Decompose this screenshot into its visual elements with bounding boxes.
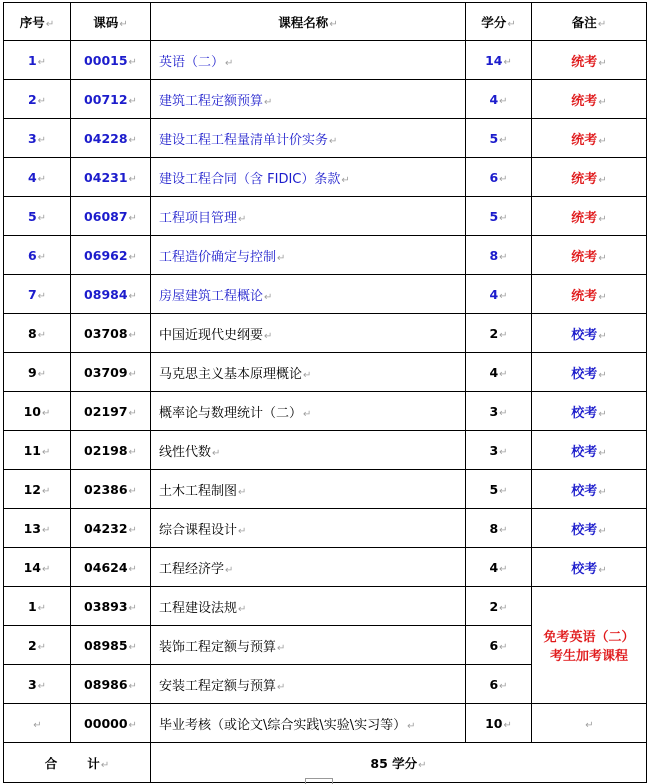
cell-course-name: 土木工程制图↵ — [151, 470, 466, 509]
cell-seq: 1↵ — [4, 587, 71, 626]
cell-credit: 5↵ — [466, 119, 532, 158]
cell-course-name: 工程造价确定与控制↵ — [151, 236, 466, 275]
header-code: 课码↵ — [71, 3, 151, 41]
cell-note: 校考↵ — [532, 509, 647, 548]
cell-course-name: 工程项目管理↵ — [151, 197, 466, 236]
cell-course-name: 装饰工程定额与预算↵ — [151, 626, 466, 665]
cell-code: 00015↵ — [71, 41, 151, 80]
cell-course-name: 马克思主义基本原理概论↵ — [151, 353, 466, 392]
cell-seq: 3↵ — [4, 119, 71, 158]
cell-code: 04228↵ — [71, 119, 151, 158]
cell-note: 校考↵ — [532, 470, 647, 509]
cell-seq: 13↵ — [4, 509, 71, 548]
cell-note: 校考↵ — [532, 314, 647, 353]
cell-course-name: 英语（二）↵ — [151, 41, 466, 80]
total-value: 85 学分↵ — [151, 743, 647, 783]
cell-code: 00000↵ — [71, 704, 151, 743]
cell-note: ↵ — [532, 704, 647, 743]
total-row — [4, 743, 647, 783]
cell-credit: 4↵ — [466, 80, 532, 119]
cell-code: 00712↵ — [71, 80, 151, 119]
cell-credit: 4↵ — [466, 275, 532, 314]
table-row — [4, 587, 647, 626]
cell-seq: 4↵ — [4, 158, 71, 197]
cell-code: 04232↵ — [71, 509, 151, 548]
cell-code: 08985↵ — [71, 626, 151, 665]
cell-credit: 10↵ — [466, 704, 532, 743]
table-row — [4, 119, 647, 158]
cell-credit: 3↵ — [466, 392, 532, 431]
cell-course-name: 线性代数↵ — [151, 431, 466, 470]
cell-seq: 8↵ — [4, 314, 71, 353]
table-row — [4, 470, 647, 509]
cell-credit: 5↵ — [466, 197, 532, 236]
table-row — [4, 431, 647, 470]
cell-credit: 14↵ — [466, 41, 532, 80]
cell-note: 校考↵ — [532, 353, 647, 392]
table-row — [4, 236, 647, 275]
cell-course-name: 建设工程工程量清单计价实务↵ — [151, 119, 466, 158]
cell-note: 统考↵ — [532, 197, 647, 236]
cell-credit: 6↵ — [466, 626, 532, 665]
table-row — [4, 158, 647, 197]
cell-code: 02197↵ — [71, 392, 151, 431]
table-row — [4, 392, 647, 431]
cell-credit: 8↵ — [466, 236, 532, 275]
cell-credit: 2↵ — [466, 314, 532, 353]
cell-seq: 3↵ — [4, 665, 71, 704]
cell-note: 统考↵ — [532, 41, 647, 80]
cell-credit: 6↵ — [466, 665, 532, 704]
cell-credit: 4↵ — [466, 548, 532, 587]
cell-note: 统考↵ — [532, 80, 647, 119]
graduation-row — [4, 704, 647, 743]
table-row — [4, 275, 647, 314]
cell-course-name: 工程经济学↵ — [151, 548, 466, 587]
cell-credit: 3↵ — [466, 431, 532, 470]
table-row — [4, 509, 647, 548]
cell-course-name: 安装工程定额与预算↵ — [151, 665, 466, 704]
cell-note: 校考↵ — [532, 392, 647, 431]
cell-seq: 9↵ — [4, 353, 71, 392]
cell-seq: 6↵ — [4, 236, 71, 275]
cell-seq: 12↵ — [4, 470, 71, 509]
cell-course-name: 概率论与数理统计（二）↵ — [151, 392, 466, 431]
cell-seq: 11↵ — [4, 431, 71, 470]
cell-code: 03893↵ — [71, 587, 151, 626]
header-seq: 序号↵ — [4, 3, 71, 41]
cell-course-name: 中国近现代史纲要↵ — [151, 314, 466, 353]
cell-credit: 8↵ — [466, 509, 532, 548]
cell-code: 02198↵ — [71, 431, 151, 470]
course-table — [3, 2, 647, 783]
cell-code: 04231↵ — [71, 158, 151, 197]
cell-seq: 14↵ — [4, 548, 71, 587]
cell-course-name: 建筑工程定额预算↵ — [151, 80, 466, 119]
cell-note: 统考↵ — [532, 119, 647, 158]
table-body — [4, 41, 647, 783]
cell-note: 统考↵ — [532, 236, 647, 275]
cell-credit: 4↵ — [466, 353, 532, 392]
cell-course-name: 建设工程合同（含 FIDIC）条款↵ — [151, 158, 466, 197]
cell-course-name: 毕业考核（或论文\综合实践\实验\实习等）↵ — [151, 704, 466, 743]
cell-note: 校考↵ — [532, 548, 647, 587]
table-row — [4, 80, 647, 119]
cell-credit: 6↵ — [466, 158, 532, 197]
cell-seq: 2↵ — [4, 80, 71, 119]
cell-code: 08986↵ — [71, 665, 151, 704]
cell-code: 04624↵ — [71, 548, 151, 587]
cell-note: 统考↵ — [532, 158, 647, 197]
header-credit: 学分↵ — [466, 3, 532, 41]
cell-code: 03709↵ — [71, 353, 151, 392]
cell-extra-note: 免考英语（二） 考生加考课程 — [532, 587, 647, 704]
cell-seq: 2↵ — [4, 626, 71, 665]
cell-seq: 7↵ — [4, 275, 71, 314]
header-note: 备注↵ — [532, 3, 647, 41]
cell-note: 统考↵ — [532, 275, 647, 314]
table-row — [4, 41, 647, 80]
table-header-row — [4, 3, 647, 41]
cell-credit: 5↵ — [466, 470, 532, 509]
total-label: 合 计↵ — [4, 743, 151, 783]
page-edge-marker — [305, 778, 333, 784]
cell-code: 06962↵ — [71, 236, 151, 275]
cell-course-name: 综合课程设计↵ — [151, 509, 466, 548]
cell-credit: 2↵ — [466, 587, 532, 626]
cell-code: 06087↵ — [71, 197, 151, 236]
cell-course-name: 工程建设法规↵ — [151, 587, 466, 626]
cell-code: 03708↵ — [71, 314, 151, 353]
cell-code: 08984↵ — [71, 275, 151, 314]
table-row — [4, 197, 647, 236]
cell-seq: 10↵ — [4, 392, 71, 431]
cell-seq: 5↵ — [4, 197, 71, 236]
cell-course-name: 房屋建筑工程概论↵ — [151, 275, 466, 314]
cell-seq: ↵ — [4, 704, 71, 743]
cell-code: 02386↵ — [71, 470, 151, 509]
header-name: 课程名称↵ — [151, 3, 466, 41]
table-row — [4, 353, 647, 392]
table-row — [4, 314, 647, 353]
table-row — [4, 548, 647, 587]
cell-note: 校考↵ — [532, 431, 647, 470]
cell-seq: 1↵ — [4, 41, 71, 80]
